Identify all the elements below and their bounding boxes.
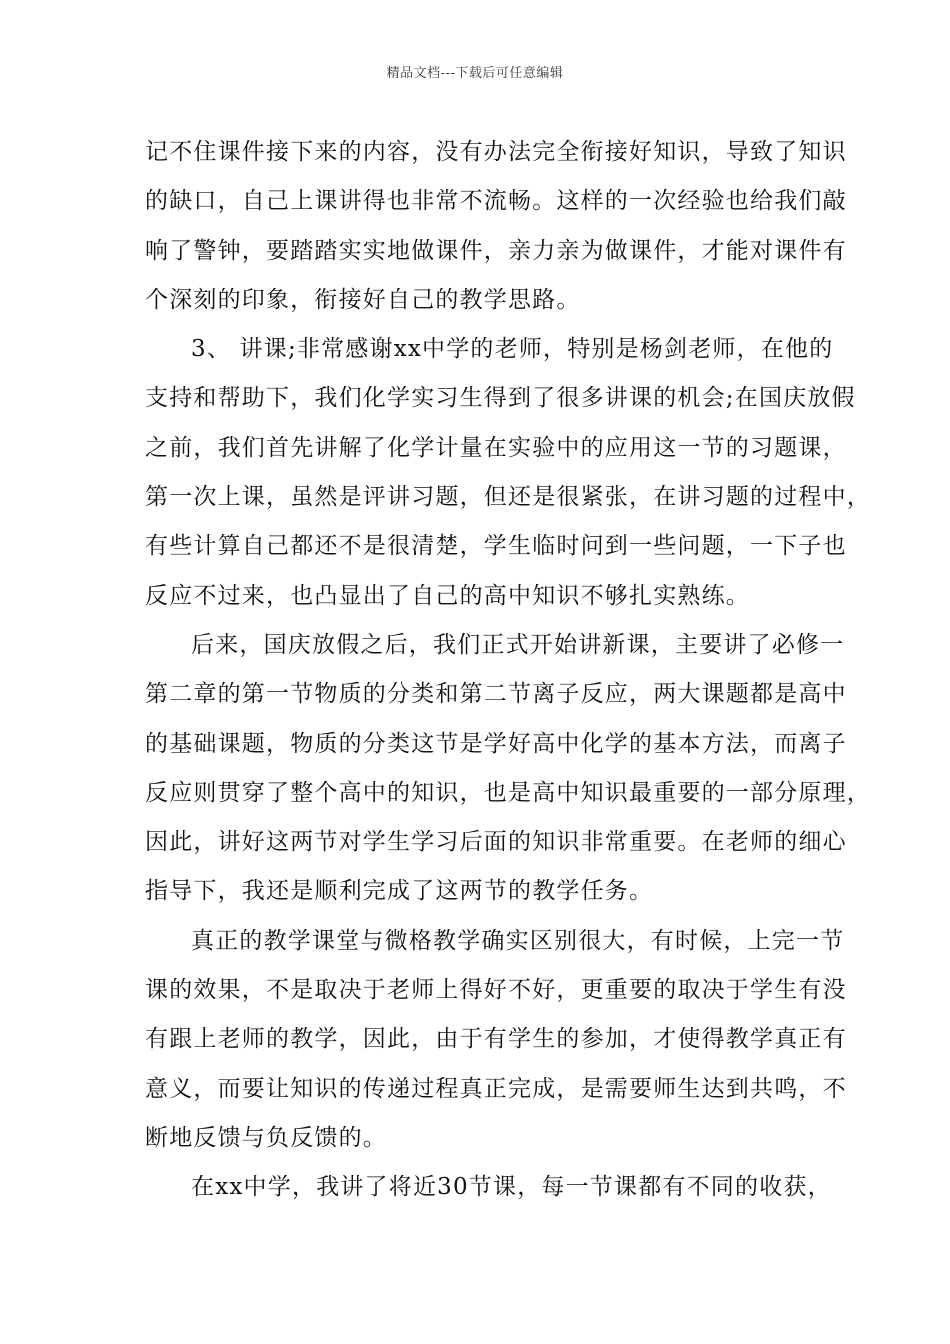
text-line: 支持和帮助下，我们化学实习生得到了很多讲课的机会;在国庆放假 bbox=[145, 385, 856, 412]
page-header: 精品文档---下载后可任意编辑 bbox=[386, 66, 564, 81]
text-line: 课的效果，不是取决于老师上得好不好，更重要的取决于学生有没 bbox=[145, 977, 847, 1004]
text-line: 的缺口，自己上课讲得也非常不流畅。这样的一次经验也给我们敲 bbox=[145, 188, 847, 215]
text-line: 断地反馈与负反馈的。 bbox=[145, 1124, 387, 1151]
text-line: 因此，讲好这两节对学生学习后面的知识非常重要。在老师的细心 bbox=[145, 829, 847, 856]
text-line: 意义，而要让知识的传递过程真正完成，是需要师生达到共鸣，不 bbox=[145, 1075, 847, 1102]
text-line: 的基础课题，物质的分类这节是学好高中化学的基本方法，而离子 bbox=[145, 730, 847, 757]
text-line: 在xx中学，我讲了将近30节课，每一节课都有不同的收获， bbox=[191, 1174, 832, 1201]
text-line: 个深刻的印象，衔接好自己的教学思路。 bbox=[145, 286, 581, 313]
text-line: 第二章的第一节物质的分类和第二节离子反应，两大课题都是高中 bbox=[145, 681, 847, 708]
text-line: 指导下，我还是顺利完成了这两节的教学任务。 bbox=[145, 878, 654, 905]
text-line: 真正的教学课堂与微格教学确实区别很大，有时候，上完一节 bbox=[191, 927, 845, 954]
text-line: 第一次上课，虽然是评讲习题，但还是很紧张，在讲习题的过程中， bbox=[145, 484, 871, 511]
text-line: 3、 讲课;非常感谢xx中学的老师，特别是杨剑老师，在他的 bbox=[191, 336, 834, 363]
document-body bbox=[145, 128, 871, 1213]
text-line: 反应则贯穿了整个高中的知识，也是高中知识最重要的一部分原理， bbox=[145, 779, 871, 806]
text-line: 反应不过来，也凸显出了自己的高中知识不够扎实熟练。 bbox=[145, 582, 750, 609]
text-line: 响了警钟，要踏踏实实地做课件，亲力亲为做课件，才能对课件有 bbox=[145, 237, 847, 264]
text-line: 后来，国庆放假之后，我们正式开始讲新课，主要讲了必修一 bbox=[191, 631, 845, 658]
text-line: 记不住课件接下来的内容，没有办法完全衔接好知识，导致了知识 bbox=[145, 139, 847, 165]
text-line: 有些计算自己都还不是很清楚，学生临时问到一些问题，一下子也 bbox=[145, 533, 847, 560]
text-line: 之前，我们首先讲解了化学计量在实验中的应用这一节的习题课， bbox=[145, 434, 847, 461]
text-line: 有跟上老师的教学，因此，由于有学生的参加，才使得教学真正有 bbox=[145, 1026, 847, 1053]
